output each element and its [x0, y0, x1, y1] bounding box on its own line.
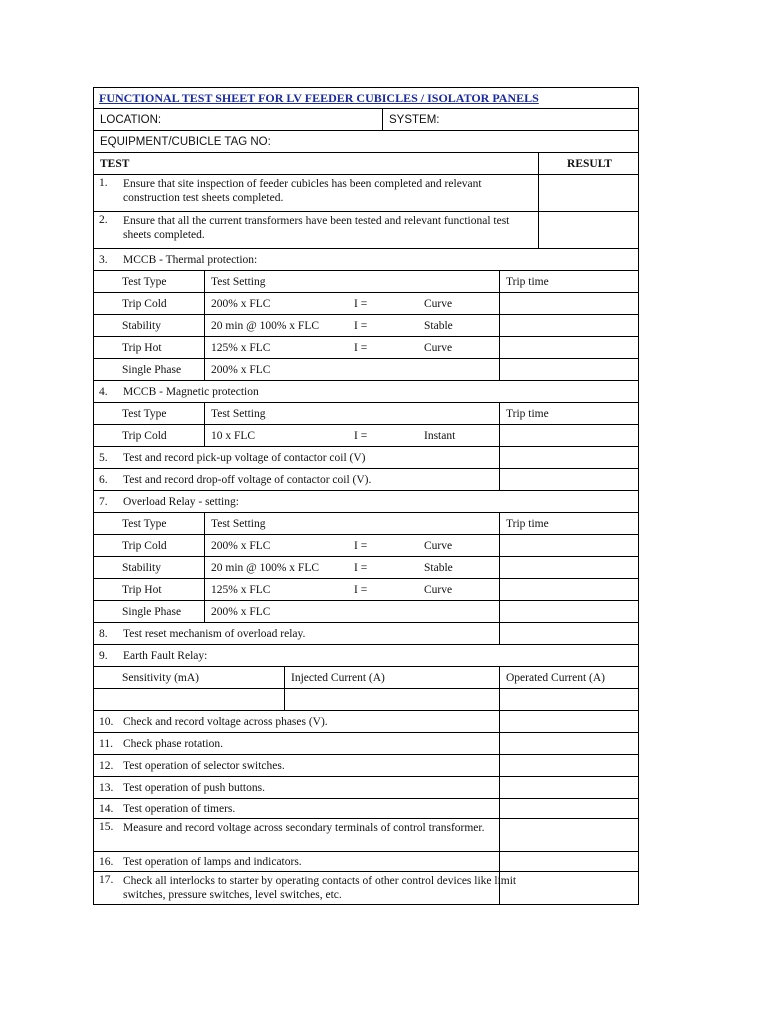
trip-time-cell[interactable] [499, 337, 500, 358]
trip-time-cell[interactable] [499, 425, 500, 446]
test-setting-cell: 10 x FLC [204, 425, 261, 446]
test-type-cell: Single Phase [122, 363, 182, 376]
test-item-9 [93, 645, 639, 667]
result-cell[interactable] [499, 447, 500, 468]
system-label: SYSTEM: [382, 109, 445, 130]
test-type-cell: Trip Cold [122, 539, 167, 552]
location-row [93, 109, 639, 131]
trip-time-cell[interactable] [499, 557, 500, 578]
item-number: 13. [99, 781, 114, 794]
trip-time-cell[interactable] [499, 293, 500, 314]
test-item-2 [93, 212, 639, 249]
result-cell[interactable] [499, 733, 500, 754]
test-setting-cell: 125% x FLC [204, 337, 276, 358]
item-text: Check all interlocks to starter by operating contacts of other control devices like limit switches, pressure switches, level switches, etc. [123, 875, 517, 901]
test-item-16 [93, 852, 639, 872]
result-cell[interactable] [499, 872, 500, 904]
test-item-12 [93, 755, 639, 777]
test-type-header: Test Type [122, 275, 167, 288]
thermal-trip-cold-row [93, 293, 639, 315]
sensitivity-header: Sensitivity (mA) [122, 671, 199, 684]
item-number: 4. [99, 385, 108, 398]
test-setting-header: Test Setting [204, 403, 271, 424]
equipment-label: EQUIPMENT/CUBICLE TAG NO: [100, 135, 271, 148]
item-text: Ensure that site inspection of feeder cubicles has been completed and relevant construction test sheets completed. [123, 178, 482, 204]
item-number: 6. [99, 473, 108, 486]
test-setting-cell: 200% x FLC [204, 293, 276, 314]
item-number: 1. [99, 177, 108, 189]
item-number: 9. [99, 649, 108, 662]
item-text: Test operation of lamps and indicators. [123, 855, 302, 868]
magnetic-trip-cold-row [93, 425, 639, 447]
item-number: 3. [99, 253, 108, 266]
current-label: I = [354, 319, 368, 332]
test-item-3 [93, 249, 639, 271]
item-number: 5. [99, 451, 108, 464]
result-cell[interactable] [499, 777, 500, 798]
test-item-4 [93, 381, 639, 403]
item-text: Test reset mechanism of overload relay. [123, 627, 306, 640]
item-number: 11. [99, 737, 113, 750]
test-item-14 [93, 799, 639, 819]
item-text: Test operation of selector switches. [123, 759, 285, 772]
test-type-cell: Single Phase [122, 605, 182, 618]
overload-trip-cold-row [93, 535, 639, 557]
trip-time-cell[interactable] [499, 315, 500, 336]
item-number: 16. [99, 855, 114, 868]
item-text: Measure and record voltage across secondary terminals of control transformer. [123, 822, 485, 834]
trip-time-cell[interactable] [499, 535, 500, 556]
test-item-8 [93, 623, 639, 645]
header-row [93, 153, 639, 175]
trip-time-header: Trip time [499, 403, 555, 424]
thermal-single-phase-row [93, 359, 639, 381]
item-text: Overload Relay - setting: [123, 495, 239, 508]
trip-time-header: Trip time [499, 271, 555, 292]
result-cell[interactable] [538, 175, 539, 211]
item-number: 17. [99, 874, 114, 886]
curve-cell: Curve [424, 539, 453, 552]
test-item-1 [93, 175, 639, 212]
item-text: Ensure that all the current transformers have been tested and relevant functional test sheets completed. [123, 215, 510, 241]
overload-subheader-row [93, 513, 639, 535]
equipment-row [93, 131, 639, 153]
test-item-10 [93, 711, 639, 733]
item-text: MCCB - Magnetic protection [123, 385, 259, 398]
item-text: Test and record drop-off voltage of contactor coil (V). [123, 473, 372, 486]
overload-stability-row [93, 557, 639, 579]
item-number: 10. [99, 715, 114, 728]
test-type-cell: Trip Hot [122, 341, 162, 354]
result-cell[interactable] [499, 623, 500, 644]
test-type-header: Test Type [122, 407, 167, 420]
test-setting-header: Test Setting [204, 271, 271, 292]
test-type-header: Test Type [122, 517, 167, 530]
test-item-15 [93, 819, 639, 852]
result-cell[interactable] [499, 755, 500, 776]
test-type-cell: Trip Cold [122, 429, 167, 442]
thermal-trip-hot-row [93, 337, 639, 359]
test-setting-cell: 200% x FLC [204, 601, 276, 622]
current-label: I = [354, 429, 368, 442]
test-setting-cell: 20 min @ 100% x FLC [204, 557, 325, 578]
test-type-cell: Trip Hot [122, 583, 162, 596]
injected-current-header: Injected Current (A) [284, 667, 391, 688]
sheet-title: FUNCTIONAL TEST SHEET FOR LV FEEDER CUBICLES / ISOLATOR PANELS [99, 90, 539, 105]
magnetic-subheader-row [93, 403, 639, 425]
test-setting-cell: 20 min @ 100% x FLC [204, 315, 325, 336]
curve-cell: Stable [424, 561, 453, 574]
item-number: 12. [99, 759, 114, 772]
overload-single-phase-row [93, 601, 639, 623]
item-number: 14. [99, 802, 114, 815]
current-label: I = [354, 341, 368, 354]
item-text: Test operation of push buttons. [123, 781, 265, 794]
item-text: MCCB - Thermal protection: [123, 253, 258, 266]
item-number: 8. [99, 627, 108, 640]
curve-cell: Instant [424, 429, 456, 442]
current-label: I = [354, 583, 368, 596]
trip-time-header: Trip time [499, 513, 555, 534]
item-text: Check phase rotation. [123, 737, 223, 750]
test-header: TEST [100, 157, 130, 170]
test-type-cell: Trip Cold [122, 297, 167, 310]
test-setting-header: Test Setting [204, 513, 271, 534]
curve-cell: Curve [424, 297, 453, 310]
test-item-7 [93, 491, 639, 513]
item-text: Check and record voltage across phases (V). [123, 715, 328, 728]
operated-current-header: Operated Current (A) [499, 667, 611, 688]
test-item-17 [93, 872, 639, 905]
trip-time-cell[interactable] [499, 359, 500, 380]
sensitivity-cell[interactable] [94, 689, 284, 710]
test-item-5 [93, 447, 639, 469]
item-number: 2. [99, 214, 108, 226]
thermal-stability-row [93, 315, 639, 337]
test-type-cell: Stability [122, 319, 161, 332]
test-item-6 [93, 469, 639, 491]
item-text: Test and record pick-up voltage of contactor coil (V) [123, 451, 366, 464]
test-setting-cell: 200% x FLC [204, 535, 276, 556]
item-number: 7. [99, 495, 108, 508]
curve-cell: Stable [424, 319, 453, 332]
test-setting-cell: 125% x FLC [204, 579, 276, 600]
current-label: I = [354, 561, 368, 574]
test-item-13 [93, 777, 639, 799]
result-cell[interactable] [499, 852, 500, 871]
item-text: Earth Fault Relay: [123, 649, 208, 662]
result-header: RESULT [538, 153, 640, 174]
result-cell[interactable] [499, 711, 500, 732]
current-label: I = [354, 539, 368, 552]
trip-time-cell[interactable] [499, 579, 500, 600]
test-setting-cell: 200% x FLC [204, 359, 276, 380]
item-number: 15. [99, 821, 114, 833]
item-text: Test operation of timers. [123, 802, 236, 815]
curve-cell: Curve [424, 341, 453, 354]
overload-trip-hot-row [93, 579, 639, 601]
result-cell[interactable] [499, 469, 500, 490]
test-sheet [93, 87, 639, 905]
result-cell[interactable] [538, 212, 539, 248]
thermal-subheader-row [93, 271, 639, 293]
earth-fault-header-row [93, 667, 639, 689]
result-cell[interactable] [499, 819, 500, 851]
operated-current-cell[interactable] [499, 689, 640, 710]
title-row [93, 87, 639, 109]
test-type-cell: Stability [122, 561, 161, 574]
result-cell[interactable] [499, 799, 500, 818]
injected-current-cell[interactable] [284, 689, 499, 710]
earth-fault-value-row [93, 689, 639, 711]
location-label: LOCATION: [100, 113, 162, 126]
test-item-11 [93, 733, 639, 755]
current-label: I = [354, 297, 368, 310]
trip-time-cell[interactable] [499, 601, 500, 622]
curve-cell: Curve [424, 583, 453, 596]
